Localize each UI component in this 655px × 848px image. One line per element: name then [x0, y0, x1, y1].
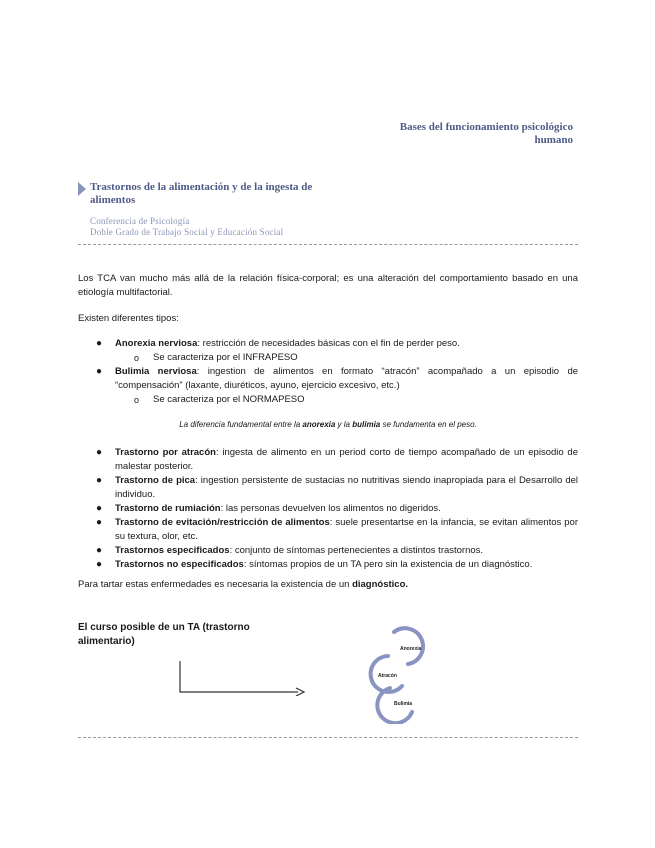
main-types-list: [78, 337, 578, 407]
note-text: y la: [335, 420, 353, 429]
footer-divider: [78, 737, 578, 738]
circle-bullet-icon: o: [134, 353, 140, 363]
cycle-diagram: [362, 624, 442, 724]
page-header: [333, 121, 573, 147]
list-item: [78, 365, 578, 407]
course-section-title: El curso posible de un TA (trastorno alimentario): [78, 622, 250, 647]
list-item: [78, 474, 578, 502]
type-term: Trastornos especificados: [115, 545, 230, 556]
cycle-label-atracon: Atracón: [378, 673, 397, 679]
diagnosis-text: Para tartar estas enfermedades es necesaria la existencia de un: [78, 579, 353, 590]
intro-paragraph: Los TCA van mucho más allá de la relación física-corporal; es una alteración del comportamiento basado en una etiología multifactorial.: [78, 273, 578, 298]
bullet-icon: ●: [96, 545, 103, 556]
sub-list: [115, 393, 578, 407]
type-description: : las personas devuelven los alimentos no digeridos.: [220, 503, 441, 514]
type-description: : restricción de necesidades básicas con el fin de perder peso.: [197, 338, 460, 349]
subtitle-line2: Doble Grado de Trabajo Social y Educación Social: [90, 227, 284, 237]
flow-arrow-diagram: [176, 660, 308, 696]
diagnosis-bold: diagnóstico.: [352, 579, 409, 590]
document-title: Trastornos de la alimentación y de la ingesta de alimentos: [90, 181, 313, 206]
type-term: Trastorno de rumiación: [115, 503, 221, 514]
diagnosis-paragraph: [78, 578, 578, 592]
key-difference-note: [78, 418, 578, 432]
cycle-label-bulimia: Bulimia: [394, 701, 413, 707]
bullet-icon: ●: [96, 338, 103, 349]
bullet-icon: ●: [96, 447, 103, 458]
cycle-label-anorexia: Anorexia: [400, 646, 422, 652]
list-item: [78, 446, 578, 474]
note-text: se fundamenta en el peso.: [380, 420, 477, 429]
type-term: Trastorno de evitación/restricción de alimentos: [115, 517, 330, 528]
course-name-line1: Bases del funcionamiento psicológico: [399, 121, 573, 133]
sub-list-item: [115, 351, 578, 365]
course-name-line2: humano: [534, 134, 573, 146]
triangle-right-icon: [78, 182, 86, 196]
types-intro: Existen diferentes tipos:: [78, 313, 179, 324]
list-item: [78, 558, 578, 572]
type-term: Trastorno de pica: [115, 475, 196, 486]
type-description: : conjunto de síntomas pertenecientes a distintos trastornos.: [229, 545, 484, 556]
sub-list: [115, 351, 578, 365]
subtitle-line1: Conferencia de Psicología: [90, 216, 190, 226]
note-text: La diferencia fundamental entre la: [179, 420, 303, 429]
sub-item-text: Se caracteriza por el INFRAPESO: [153, 352, 298, 363]
document-subtitle: [90, 216, 578, 238]
bullet-icon: ●: [96, 503, 103, 514]
bullet-icon: ●: [96, 517, 103, 528]
type-description: : ingestion persistente de sustacias no nutritivas siendo inapropiada para el Desarrollo del individuo.: [115, 475, 578, 500]
list-item: [78, 516, 578, 544]
type-term: Bulimia nerviosa: [115, 366, 197, 377]
type-term: Trastornos no especificados: [115, 559, 244, 570]
sub-list-item: [115, 393, 578, 407]
bullet-icon: ●: [96, 366, 103, 377]
type-description: : síntomas propios de un TA pero sin la existencia de un diagnóstico.: [243, 559, 533, 570]
type-description: : suele presentartse en la infancia, se evitan alimentos por su textura, olor, etc.: [115, 517, 578, 542]
note-bold-bulimia: bulimia: [352, 420, 381, 429]
type-description: : ingestion de alimentos en formato “atracón” acompañado a un episodio de “compensación” (laxante, diuréticos, ayuno, ejercicio excesivo, etc.): [115, 366, 579, 391]
other-types-list: [78, 446, 578, 572]
bullet-icon: ●: [96, 559, 103, 570]
type-term: Trastorno por atracón: [115, 447, 216, 458]
list-item: [78, 337, 578, 365]
list-item: [78, 544, 578, 558]
circle-bullet-icon: o: [134, 395, 140, 405]
bullet-icon: ●: [96, 475, 103, 486]
sub-item-text: Se caracteriza por el NORMAPESO: [153, 394, 305, 405]
list-item: [78, 502, 578, 516]
document-body: [78, 272, 578, 592]
header-divider: [78, 244, 578, 245]
note-bold-anorexia: anorexia: [302, 420, 336, 429]
title-block: [78, 181, 578, 238]
type-term: Anorexia nerviosa: [115, 338, 198, 349]
elbow-arrow-line: [180, 661, 298, 692]
type-description: : ingesta de alimento en un period corto de tiempo acompañado de un episodio de malestar posterior.: [115, 447, 578, 472]
